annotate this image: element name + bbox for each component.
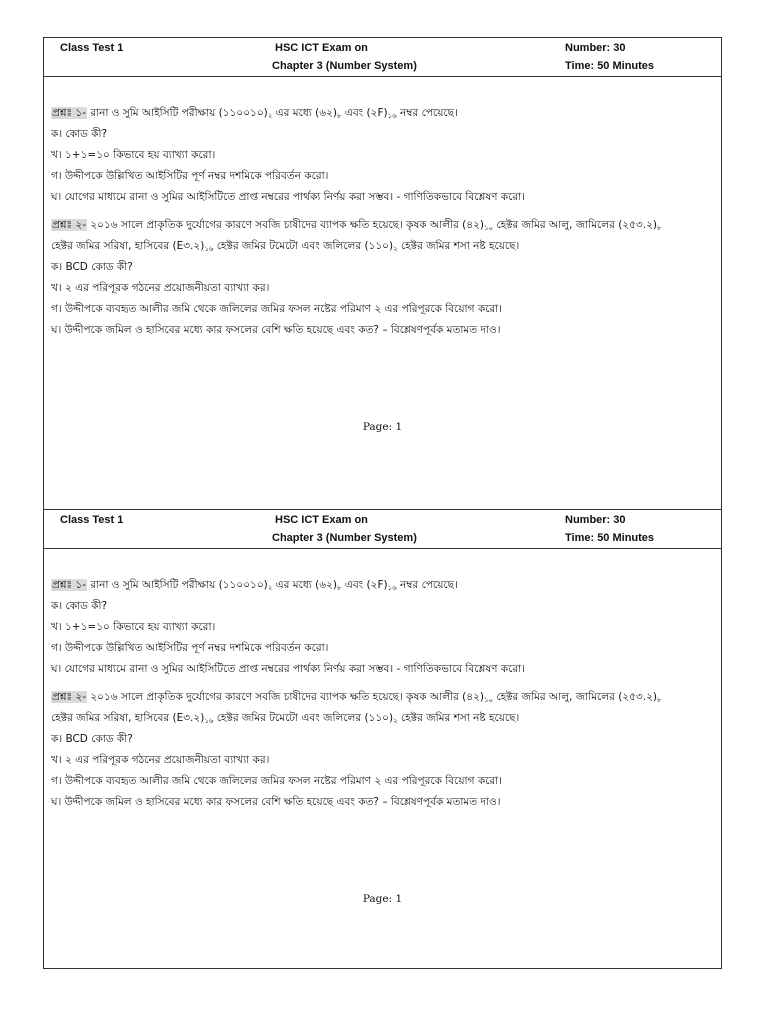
exam-header bbox=[44, 38, 721, 77]
question-2-label: প্রশ্নঃ ২- bbox=[52, 219, 86, 231]
question-2-part-gha: ঘ। উদ্দীপকে জমিল ও হাসিবের মধ্যে কার ফসলের বেশি ক্ষতি হয়েছে এবং কত? – বিশ্লেষণপূর্বক মতামত দাও। bbox=[51, 796, 501, 808]
stem-text: হেক্টর জমির সরিষা, হাসিবের (E৩.২) bbox=[51, 712, 205, 724]
question-count: Number: 30 bbox=[565, 514, 626, 526]
stem-text: হেক্টর জমির শসা নষ্ট হয়েছে। bbox=[397, 712, 520, 724]
question-1-part-ga: গ। উদ্দীপকে উল্লিখিত আইসিটির পূর্ণ নম্বর দশমিকে পরিবর্তন করো। bbox=[51, 170, 329, 182]
base-subscript: ৮ bbox=[336, 112, 342, 120]
question-2-label: প্রশ্নঃ ২- bbox=[52, 691, 86, 703]
exam-sheet-1 bbox=[43, 37, 722, 510]
question-1 bbox=[51, 103, 721, 208]
question-1-label: প্রশ্নঃ ১- bbox=[52, 107, 86, 119]
page-number: Page: 1 bbox=[362, 893, 403, 905]
exam-sheet-2 bbox=[43, 509, 722, 969]
question-2-part-kha: খ। ২ এর পরিপূরক গঠনের প্রয়োজনীয়তা ব্যাখ্যা কর। bbox=[51, 282, 270, 294]
base-subscript: ১৬ bbox=[387, 112, 397, 120]
base-subscript: ২ bbox=[267, 584, 273, 592]
stem-text: হেক্টর জমির টমেটো এবং জলিলের (১১০) bbox=[213, 240, 394, 252]
base-subscript: ১৬ bbox=[204, 717, 214, 725]
class-test-label: Class Test 1 bbox=[60, 514, 124, 526]
question-2-stem-line-2 bbox=[51, 708, 721, 729]
page-number: Page: 1 bbox=[362, 421, 403, 433]
question-1-part-gha: ঘ। যোগের মাধ্যমে রানা ও সুমির আইসিটিতে প্রাপ্ত নম্বরের পার্থক্য নির্ণয় করা সম্ভব। - গাণিতিকভাবে বিশ্লেষণ করো। bbox=[51, 663, 525, 675]
question-2-part-ka: ক। BCD কোড কী? bbox=[51, 733, 133, 745]
base-subscript: ৮ bbox=[657, 224, 662, 232]
base-subscript: ১৬ bbox=[387, 584, 397, 592]
stem-text: ২০১৬ সালে প্রাকৃতিক দুর্যোগের কারণে সবজি চাষীদের ব্যাপক ক্ষতি হয়েছে। কৃষক আলীর (৪২) bbox=[87, 219, 485, 231]
base-subscript: ৮ bbox=[336, 584, 342, 592]
question-1-part-gha: ঘ। যোগের মাধ্যমে রানা ও সুমির আইসিটিতে প্রাপ্ত নম্বরের পার্থক্য নির্ণয় করা সম্ভব। - গাণিতিকভাবে বিশ্লেষণ করো। bbox=[51, 191, 525, 203]
stem-text: এর মধ্যে (৬২) bbox=[272, 107, 337, 119]
exam-header bbox=[44, 510, 721, 549]
stem-text: হেক্টর জমির আলু, জামিলের (২৫৩.২) bbox=[493, 691, 658, 703]
stem-text: রানা ও সুমি আইসিটি পরীক্ষায় (১১০০১০) bbox=[86, 579, 268, 591]
base-subscript: ৮ bbox=[657, 696, 662, 704]
questions-area bbox=[44, 549, 721, 813]
base-subscript: ১৬ bbox=[204, 245, 214, 253]
chapter-title: Chapter 3 (Number System) bbox=[272, 532, 417, 544]
question-2-stem-line-1 bbox=[51, 687, 721, 708]
base-subscript: ২ bbox=[393, 245, 398, 253]
chapter-title: Chapter 3 (Number System) bbox=[272, 60, 417, 72]
question-1-part-ka: ক। কোড কী? bbox=[51, 128, 108, 140]
class-test-label: Class Test 1 bbox=[60, 42, 124, 54]
stem-text: রানা ও সুমি আইসিটি পরীক্ষায় (১১০০১০) bbox=[86, 107, 268, 119]
question-count: Number: 30 bbox=[565, 42, 626, 54]
base-subscript: ১০ bbox=[484, 224, 494, 232]
stem-text: হেক্টর জমির শসা নষ্ট হয়েছে। bbox=[397, 240, 520, 252]
base-subscript: ২ bbox=[267, 112, 273, 120]
stem-text: এবং (২F) bbox=[341, 579, 388, 591]
question-1-label: প্রশ্নঃ ১- bbox=[52, 579, 86, 591]
question-2-part-kha: খ। ২ এর পরিপূরক গঠনের প্রয়োজনীয়তা ব্যাখ্যা কর। bbox=[51, 754, 270, 766]
stem-text: এবং (২F) bbox=[341, 107, 388, 119]
stem-text: হেক্টর জমির আলু, জামিলের (২৫৩.২) bbox=[493, 219, 658, 231]
question-1-part-ka: ক। কোড কী? bbox=[51, 600, 108, 612]
question-2 bbox=[51, 687, 721, 813]
question-1-stem bbox=[51, 103, 721, 124]
base-subscript: ১০ bbox=[484, 696, 494, 704]
stem-text: নম্বর পেয়েছে। bbox=[396, 107, 458, 119]
question-2-part-gha: ঘ। উদ্দীপকে জমিল ও হাসিবের মধ্যে কার ফসলের বেশি ক্ষতি হয়েছে এবং কত? – বিশ্লেষণপূর্বক মতামত দাও। bbox=[51, 324, 501, 336]
exam-title: HSC ICT Exam on bbox=[275, 514, 368, 526]
question-1-part-ga: গ। উদ্দীপকে উল্লিখিত আইসিটির পূর্ণ নম্বর দশমিকে পরিবর্তন করো। bbox=[51, 642, 329, 654]
time-limit: Time: 50 Minutes bbox=[565, 60, 655, 72]
stem-text: এর মধ্যে (৬২) bbox=[272, 579, 337, 591]
stem-text: হেক্টর জমির সরিষা, হাসিবের (E৩.২) bbox=[51, 240, 205, 252]
stem-text: নম্বর পেয়েছে। bbox=[396, 579, 458, 591]
question-2-stem-line-1 bbox=[51, 215, 721, 236]
time-limit: Time: 50 Minutes bbox=[565, 532, 655, 544]
question-1 bbox=[51, 575, 721, 680]
question-2-part-ga: গ। উদ্দীপকে ব্যবহৃত আলীর জমি থেকে জলিলের জমির ফসল নষ্টের পরিমাণ ২ এর পরিপূরকে বিয়োগ করো। bbox=[51, 303, 502, 315]
question-1-stem bbox=[51, 575, 721, 596]
question-2-part-ga: গ। উদ্দীপকে ব্যবহৃত আলীর জমি থেকে জলিলের জমির ফসল নষ্টের পরিমাণ ২ এর পরিপূরকে বিয়োগ করো। bbox=[51, 775, 502, 787]
stem-text: হেক্টর জমির টমেটো এবং জলিলের (১১০) bbox=[213, 712, 394, 724]
stem-text: ২০১৬ সালে প্রাকৃতিক দুর্যোগের কারণে সবজি চাষীদের ব্যাপক ক্ষতি হয়েছে। কৃষক আলীর (৪২) bbox=[87, 691, 485, 703]
questions-area bbox=[44, 77, 721, 341]
question-2-stem-line-2 bbox=[51, 236, 721, 257]
question-2-part-ka: ক। BCD কোড কী? bbox=[51, 261, 133, 273]
question-1-part-kha: খ। ১+১=১০ কিভাবে হয় ব্যাখ্যা করো। bbox=[51, 621, 216, 633]
question-2 bbox=[51, 215, 721, 341]
exam-title: HSC ICT Exam on bbox=[275, 42, 368, 54]
base-subscript: ২ bbox=[393, 717, 398, 725]
question-1-part-kha: খ। ১+১=১০ কিভাবে হয় ব্যাখ্যা করো। bbox=[51, 149, 216, 161]
